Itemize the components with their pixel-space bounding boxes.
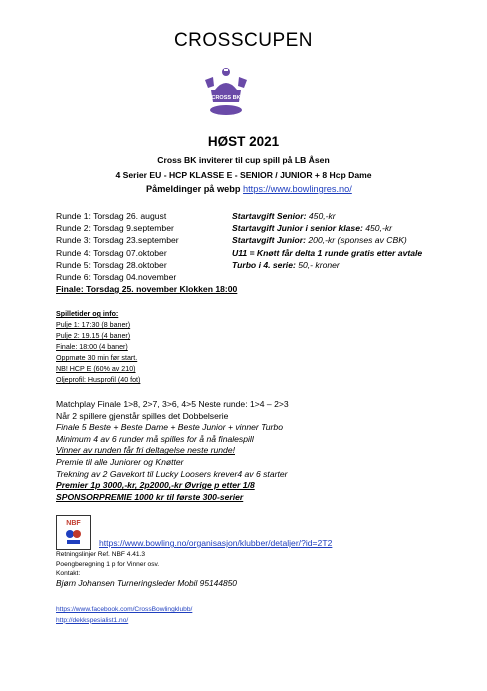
series-line: 4 Serier EU - HCP KLASSE E - SENIOR / JUNIOR + 8 Hcp Dame xyxy=(115,170,372,180)
schedule-item: Oljeprofil: Husprofil (40 fot) xyxy=(56,376,141,384)
finale-line: Finale: Torsdag 25. november Klokken 18:00 xyxy=(56,284,238,294)
sponsor-link[interactable]: http://dekkspesialist1.no/ xyxy=(56,616,129,624)
winner-rule: Vinner av runden får fri deltagelse neste runde! xyxy=(56,445,235,456)
fee-item xyxy=(232,210,422,222)
fee-item xyxy=(232,234,422,246)
schedule-item: Finale: 18:00 (4 baner) xyxy=(56,343,128,351)
fee-label: U11 = Knøtt får delta 1 runde gratis etter avtale xyxy=(232,247,423,258)
round-item: Runde 5: Torsdag 28.oktober xyxy=(56,259,167,270)
facebook-link[interactable]: https://www.facebook.com/CrossBowlingklubb/ xyxy=(56,606,193,613)
round-item: Runde 2: Torsdag 9.september xyxy=(56,223,174,234)
page-title: CROSSCUPEN xyxy=(173,30,314,51)
prize-rule: Premie til alle Juniorer og Knøtter xyxy=(56,456,184,467)
sponsor-rule: SPONSORPREMIE 1000 kr til første 300-serier xyxy=(56,491,244,502)
draw-rule: Trekning av 2 Gavekort til Lucky Loosers krever4 av 6 starter xyxy=(56,468,288,479)
fee-value: 200,-kr (sponses av CBK) xyxy=(306,235,407,246)
round-item: Runde 3: Torsdag 23.september xyxy=(56,235,179,246)
fee-item xyxy=(232,259,422,271)
round-item: Runde 1: Torsdag 26. august xyxy=(56,211,167,221)
schedule-item: Oppmøte 30 min før start. xyxy=(56,354,138,362)
schedule-header: Spilletider og info: xyxy=(56,310,119,318)
matchplay-rule: Matchplay Finale 1>8, 2>7, 3>6, 4>5 Neste runde: 1>4 – 2>3 xyxy=(56,399,289,409)
contact-section xyxy=(56,550,237,588)
fee-label: Turbo i 4. serie: xyxy=(232,259,296,270)
invite-line: Cross BK inviterer til cup spill på LB Åsen xyxy=(157,155,330,165)
premier-rule: Premier 1p 3000,-kr, 2p2000,-kr Øvrige p etter 1/8 xyxy=(56,480,255,491)
season-heading: HØST 2021 xyxy=(207,134,280,149)
fee-item xyxy=(232,247,422,259)
links-section xyxy=(56,605,192,626)
contact-label: Kontakt: xyxy=(56,570,81,578)
rules-section xyxy=(56,399,289,503)
points-text: Poengberegning 1 p for Vinner osv. xyxy=(56,560,160,568)
logo-text: CROSS BK xyxy=(211,95,241,101)
nbf-link[interactable]: https://www.bowling.no/organisasjon/klubber/detaljer/?id=2T2 xyxy=(99,538,333,548)
fee-value: 450,-kr xyxy=(362,223,392,234)
schedule-item: Pulje 1: 17:30 (8 baner) xyxy=(56,321,131,329)
signup-label: Påmeldinger på webp xyxy=(146,184,241,194)
schedule-info xyxy=(56,309,140,386)
fee-item xyxy=(232,222,422,234)
rounds-list xyxy=(56,210,179,283)
nbf-logo-icon xyxy=(56,515,91,550)
schedule-item: NB! HCP E (60% av 210) xyxy=(56,365,136,373)
schedule-item: Pulje 2: 19.15 (4 baner) xyxy=(56,332,131,340)
fee-label: Startavgift Junior: xyxy=(232,235,307,246)
signup-link[interactable]: https://www.bowlingres.no/ xyxy=(243,184,352,194)
cross-bk-logo-icon xyxy=(199,66,253,118)
signup-line xyxy=(146,184,352,194)
nbf-badge-text: NBF xyxy=(66,520,81,527)
fee-value: 50,- kroner xyxy=(295,259,340,270)
minimum-rule: Minimum 4 av 6 runder må spilles for å nå finalespill xyxy=(56,433,254,444)
fee-value: 450,-kr xyxy=(306,211,336,221)
contact-person: Bjørn Johansen Turneringsleder Mobil 95144850 xyxy=(56,577,237,588)
finale5-rule: Finale 5 Beste + Beste Dame + Beste Junior + vinner Turbo xyxy=(56,422,283,433)
round-item: Runde 6: Torsdag 04.november xyxy=(56,272,177,283)
fee-label: Startavgift Senior: xyxy=(232,211,307,221)
guidelines-text: Retningslinjer Ref. NBF 4.41.3 xyxy=(56,551,146,558)
round-item: Runde 4: Torsdag 07.oktober xyxy=(56,247,167,258)
fees-list xyxy=(232,210,422,271)
fee-label: Startavgift Junior i senior klase: xyxy=(232,223,363,234)
doubles-rule: Når 2 spillere gjenstår spilles det Dobbelserie xyxy=(56,410,229,421)
